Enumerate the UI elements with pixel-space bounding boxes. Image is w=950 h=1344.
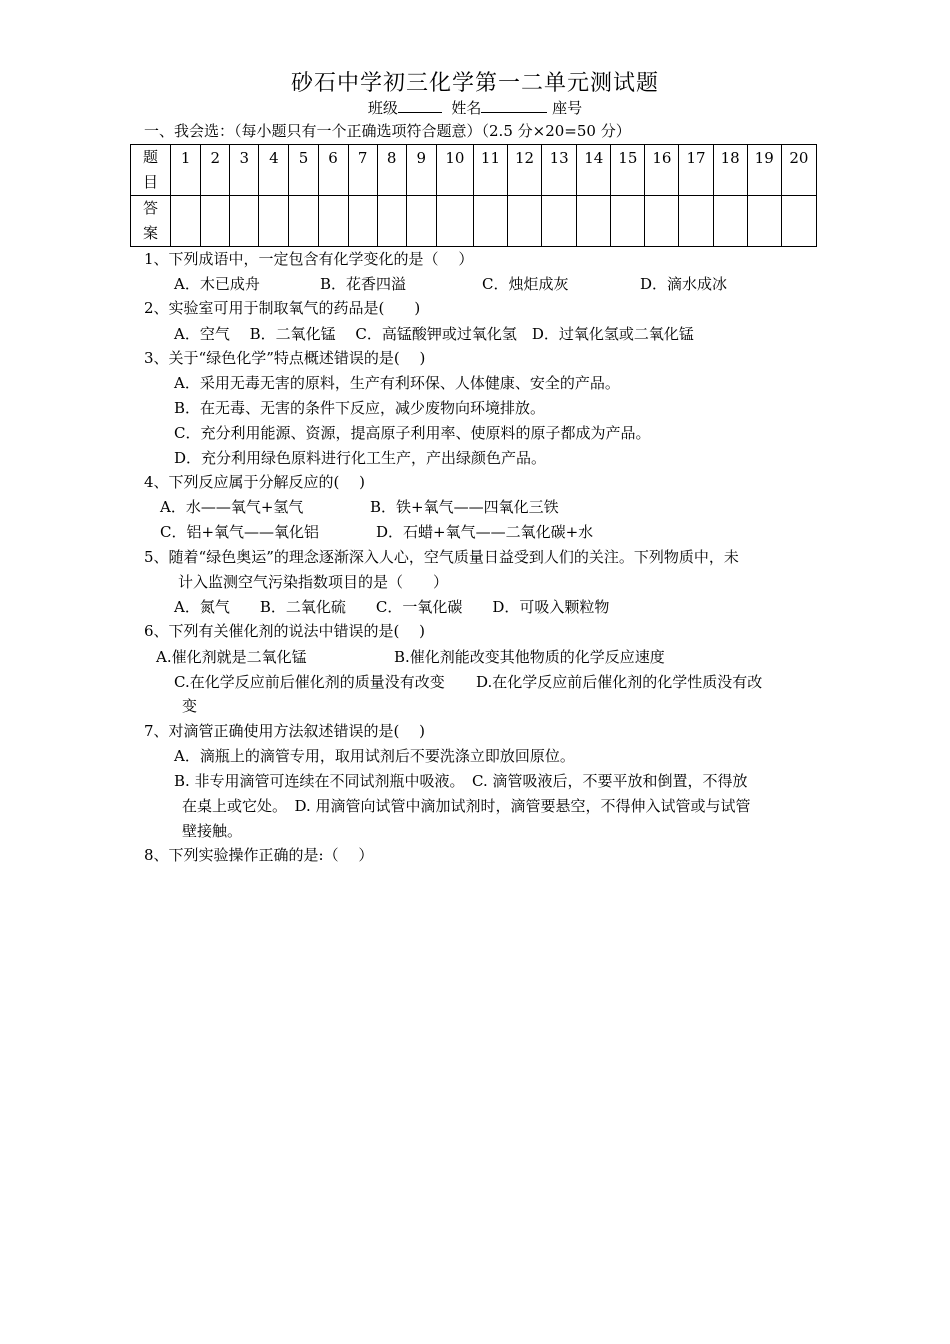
class-label: 班级 xyxy=(367,99,398,117)
question-number-cell: 14 xyxy=(577,145,611,196)
q1-option-a: A．木已成舟 xyxy=(174,275,260,293)
question-number-cell: 12 xyxy=(508,145,542,196)
answer-cell[interactable] xyxy=(436,196,473,247)
question-number-cell: 9 xyxy=(406,145,436,196)
name-label: 姓名 xyxy=(451,99,482,117)
question-1: 1、下列成语中，一定包含有化学变化的是（ ） xyxy=(144,250,474,268)
seat-label: 座号 xyxy=(552,99,583,117)
q7-option-b-c: B. 非专用滴管可连续在不同试剂瓶中吸液。 C. 滴管吸液后，不要平放和倒置，不得放 xyxy=(174,772,748,790)
row-header-answer: 答 案 xyxy=(131,196,171,247)
page-title: 砂石中学初三化学第一二单元测试题 xyxy=(290,71,659,96)
question-7: 7、对滴管正确使用方法叙述错误的是( ) xyxy=(144,722,426,740)
q6-option-d: D.在化学反应前后催化剂的化学性质没有改 xyxy=(476,673,763,691)
question-number-cell: 8 xyxy=(377,145,406,196)
q1-option-d: D．滴水成冰 xyxy=(640,275,728,293)
answer-cell[interactable] xyxy=(289,196,318,247)
question-number-cell: 13 xyxy=(542,145,577,196)
question-number-cell: 6 xyxy=(318,145,348,196)
q4-option-d: D．石蜡+氧气——二氧化碳+水 xyxy=(376,523,594,541)
answer-cell[interactable] xyxy=(747,196,781,247)
question-number-cell: 10 xyxy=(436,145,473,196)
q2-options: A．空气 B．二氧化锰 C．高锰酸钾或过氧化氢 D．过氧化氢或二氧化锰 xyxy=(174,325,694,343)
q1-option-c: C．烛炬成灰 xyxy=(482,275,569,293)
question-5-continued: 计入监测空气污染指数项目的是（ ） xyxy=(178,573,449,591)
question-number-cell: 2 xyxy=(201,145,230,196)
q6-option-a: A.催化剂就是二氧化锰 xyxy=(156,648,307,666)
question-number-cell: 15 xyxy=(611,145,645,196)
question-number-row xyxy=(131,145,817,196)
question-number-cell: 20 xyxy=(781,145,816,196)
answer-cell[interactable] xyxy=(473,196,507,247)
q7-option-d-continued: 壁接触。 xyxy=(182,822,243,840)
question-number-cell: 3 xyxy=(230,145,259,196)
answer-cell[interactable] xyxy=(713,196,747,247)
q6-option-c: C.在化学反应前后催化剂的质量没有改变 xyxy=(174,673,445,691)
answer-cell[interactable] xyxy=(645,196,679,247)
answer-cell[interactable] xyxy=(348,196,377,247)
answer-cell[interactable] xyxy=(377,196,406,247)
question-number-cell: 16 xyxy=(645,145,679,196)
q3-option-a: A．采用无毒无害的原料，生产有利环保、人体健康、安全的产品。 xyxy=(174,374,620,392)
q5-options: A．氮气 B．二氧化硫 C．一氧化碳 D．可吸入颗粒物 xyxy=(174,598,610,616)
q3-option-c: C．充分利用能源、资源，提高原子利用率、使原料的原子都成为产品。 xyxy=(174,424,651,442)
question-8: 8、下列实验操作正确的是:（ ） xyxy=(144,846,374,864)
question-number-cell: 19 xyxy=(747,145,781,196)
answer-cell[interactable] xyxy=(318,196,348,247)
q1-option-b: B．花香四溢 xyxy=(320,275,407,293)
q7-option-a: A．滴瓶上的滴管专用，取用试剂后不要洗涤立即放回原位。 xyxy=(174,747,575,765)
question-number-cell: 18 xyxy=(713,145,747,196)
question-5: 5、随着“绿色奥运”的理念逐渐深入人心，空气质量日益受到人们的关注。下列物质中，未 xyxy=(144,548,739,566)
question-number-cell: 5 xyxy=(289,145,318,196)
answer-cell[interactable] xyxy=(679,196,713,247)
student-info-line xyxy=(0,97,950,118)
question-number-cell: 1 xyxy=(171,145,201,196)
answer-cell[interactable] xyxy=(611,196,645,247)
question-2: 2、实验室可用于制取氧气的药品是( ) xyxy=(144,299,421,317)
q7-option-c-d: 在桌上或它处。 D. 用滴管向试管中滴加试剂时，滴管要悬空，不得伸入试管或与试管 xyxy=(182,797,751,815)
answer-cell[interactable] xyxy=(406,196,436,247)
answer-cell[interactable] xyxy=(171,196,201,247)
question-number-cell: 17 xyxy=(679,145,713,196)
question-number-cell: 7 xyxy=(348,145,377,196)
q4-option-a: A．水——氧气+氢气 xyxy=(160,498,304,516)
q6-option-d-continued: 变 xyxy=(182,697,198,715)
q3-option-b: B．在无毒、无害的条件下反应，减少废物向环境排放。 xyxy=(174,399,546,417)
answer-cell[interactable] xyxy=(201,196,230,247)
q6-option-b: B.催化剂能改变其他物质的化学反应速度 xyxy=(394,648,665,666)
answer-cell[interactable] xyxy=(781,196,816,247)
answer-cell[interactable] xyxy=(259,196,289,247)
answer-cell[interactable] xyxy=(230,196,259,247)
answer-cell[interactable] xyxy=(577,196,611,247)
q4-option-b: B．铁+氧气——四氧化三铁 xyxy=(370,498,559,516)
q4-option-c: C．铝+氧气——氧化铝 xyxy=(160,523,320,541)
question-number-cell: 11 xyxy=(473,145,507,196)
question-6: 6、下列有关催化剂的说法中错误的是( ) xyxy=(144,622,426,640)
answer-cell[interactable] xyxy=(508,196,542,247)
question-4: 4、下列反应属于分解反应的( ) xyxy=(144,473,366,491)
question-3: 3、关于“绿色化学”特点概述错误的是( ) xyxy=(144,349,426,367)
question-number-cell: 4 xyxy=(259,145,289,196)
row-header-question: 题 目 xyxy=(131,145,171,196)
answer-cell[interactable] xyxy=(542,196,577,247)
section-heading: 一、我会选：（每小题只有一个正确选项符合题意）（2.5 分×20=50 分） xyxy=(144,122,631,140)
class-blank xyxy=(398,97,442,113)
answer-table xyxy=(130,144,817,247)
answer-row xyxy=(131,196,817,247)
name-blank xyxy=(481,97,547,113)
q3-option-d: D．充分利用绿色原料进行化工生产，产出绿颜色产品。 xyxy=(174,449,547,467)
